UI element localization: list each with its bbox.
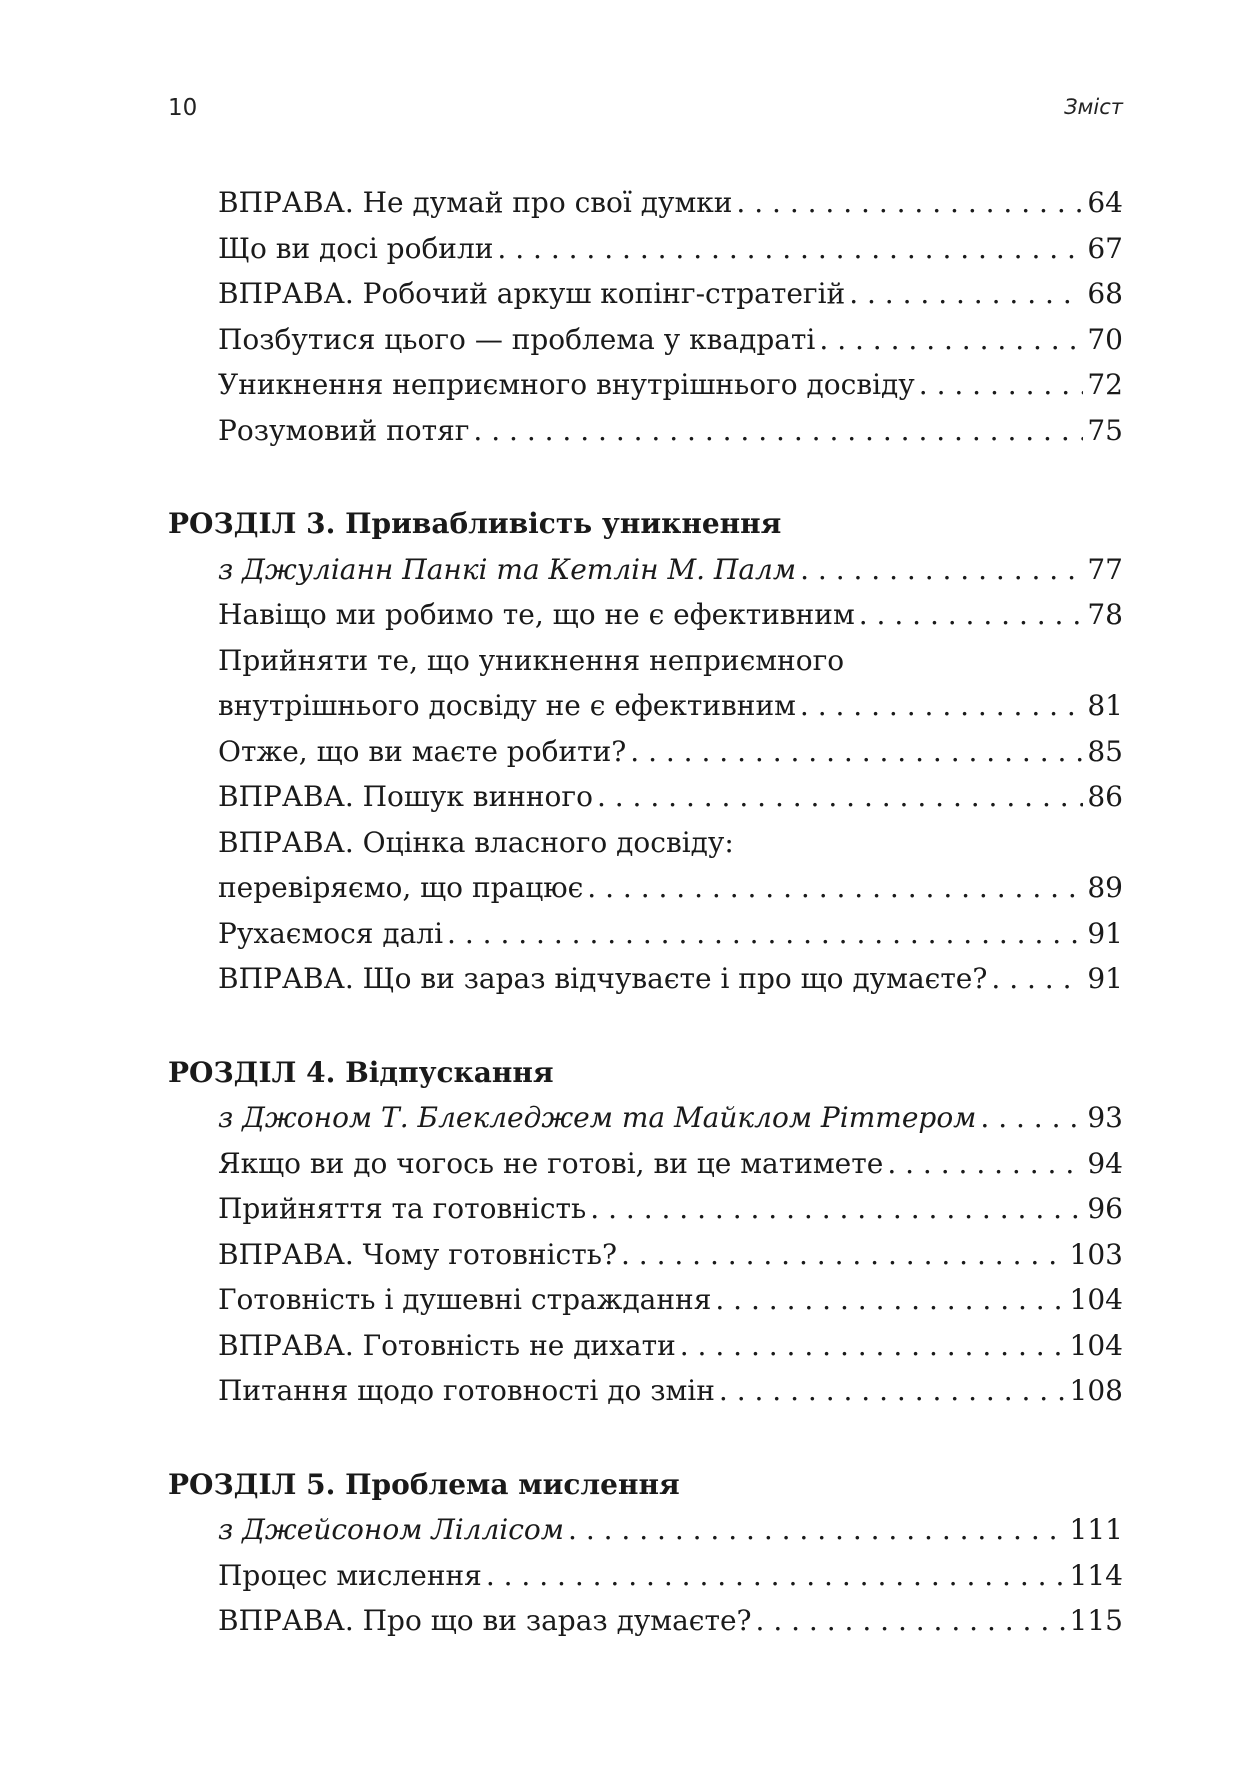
chapter-heading: РОЗДІЛ 4. Відпускання	[168, 1055, 554, 1089]
toc-entry-page: 91	[1087, 962, 1123, 995]
toc-entry	[168, 1232, 1123, 1278]
toc-entry-title: Питання щодо готовності до змін	[218, 1374, 715, 1407]
toc-byline	[168, 1095, 1123, 1141]
toc-entry-title: ВПРАВА. Не думай про свої думки	[218, 186, 733, 219]
toc-entry-line: Прийняти те, що уникнення неприємного	[218, 643, 845, 677]
dot-leader	[719, 1368, 1066, 1414]
dot-leader	[859, 592, 1084, 638]
toc-entry	[168, 1598, 1123, 1644]
chapter-heading: РОЗДІЛ 5. Проблема мислення	[168, 1467, 680, 1501]
toc-entry-page: 94	[1087, 1146, 1123, 1180]
toc-entry-page: 108	[1069, 1374, 1123, 1407]
toc-entry-page: 77	[1087, 552, 1123, 586]
dot-leader	[621, 1232, 1066, 1278]
toc-entry-page: 68	[1087, 277, 1123, 310]
toc-entry-page: 89	[1087, 871, 1123, 904]
dot-leader	[819, 317, 1083, 363]
toc-entry-page: 75	[1087, 413, 1123, 447]
toc-entry-title: ВПРАВА. Готовність не дихати	[218, 1328, 676, 1362]
dot-leader	[991, 956, 1083, 1002]
toc-entry-page: 85	[1087, 734, 1123, 768]
toc-entry-title: ВПРАВА. Робочий аркуш копінг-стратегій	[218, 277, 846, 310]
dot-leader	[447, 911, 1083, 957]
dot-leader	[715, 1277, 1065, 1323]
toc-entry-title: Процес мислення	[218, 1558, 482, 1592]
toc-entry	[168, 1368, 1123, 1414]
toc-entry	[168, 1323, 1123, 1369]
dot-leader	[849, 271, 1083, 317]
toc-entry	[168, 1186, 1123, 1232]
dot-leader	[587, 865, 1083, 911]
toc-entry	[168, 1141, 1123, 1187]
dot-leader	[800, 683, 1083, 729]
dot-leader	[887, 1141, 1083, 1187]
toc-entry-title: Що ви досі робили	[218, 231, 494, 265]
toc-entry-page: 115	[1069, 1604, 1123, 1637]
toc-entry-page: 91	[1087, 916, 1123, 950]
toc-entry-page: 64	[1087, 186, 1123, 219]
toc-entry-page: 96	[1087, 1192, 1123, 1225]
toc-entry-page: 103	[1069, 1237, 1123, 1271]
toc-byline-title: з Джейсоном Ліллісом	[218, 1513, 565, 1546]
dot-leader	[590, 1186, 1083, 1232]
toc-entry-title: перевіряємо, що працює	[218, 871, 584, 904]
toc-entry	[168, 956, 1123, 1002]
toc-byline	[168, 1507, 1123, 1553]
toc-entry-title: Отже, що ви маєте робити?	[218, 734, 627, 768]
chapter-heading: РОЗДІЛ 3. Привабливість уникнення	[168, 507, 782, 540]
dot-leader	[497, 226, 1083, 272]
dot-leader	[680, 1323, 1066, 1369]
dot-leader	[980, 1095, 1083, 1141]
toc-entry	[168, 408, 1123, 454]
table-of-contents	[168, 180, 1123, 1644]
toc-entry	[168, 592, 1123, 638]
toc-entry-line: ВПРАВА. Оцінка власного досвіду:	[218, 825, 734, 859]
toc-entry-title: ВПРАВА. Чому готовність?	[218, 1237, 617, 1271]
toc-entry-title: ВПРАВА. Про що ви зараз думаєте?	[218, 1604, 752, 1637]
toc-entry-page: 72	[1087, 368, 1123, 401]
toc-entry	[168, 180, 1123, 226]
toc-entry-page: 78	[1087, 598, 1123, 631]
toc-entry-title: Готовність і душевні страждання	[218, 1283, 712, 1316]
toc-entry-page: 104	[1069, 1328, 1123, 1362]
toc-entry-title: Прийняття та готовність	[218, 1192, 587, 1225]
dot-leader	[800, 547, 1083, 593]
toc-entry-title: Уникнення неприємного внутрішнього досвіду	[218, 368, 915, 401]
toc-entry-title: Позбутися цього — проблема у квадраті	[218, 322, 816, 356]
toc-entry-page: 81	[1087, 689, 1123, 722]
toc-entry-title: Якщо ви до чогось не готові, ви це матимете	[218, 1146, 884, 1180]
toc-entry-page: 67	[1087, 231, 1123, 265]
toc-entry	[168, 911, 1123, 957]
running-title: Зміст	[1064, 95, 1123, 119]
toc-entry-page: 93	[1087, 1101, 1123, 1134]
dot-leader	[597, 774, 1083, 820]
toc-entry	[168, 729, 1123, 775]
toc-entry	[168, 1277, 1123, 1323]
toc-entry	[168, 774, 1123, 820]
toc-byline-title: з Джуліанн Панкі та Кетлін М. Палм	[218, 552, 797, 586]
toc-entry	[168, 271, 1123, 317]
dot-leader	[473, 408, 1083, 454]
toc-entry-title: Навіщо ми робимо те, що не є ефективним	[218, 598, 855, 631]
toc-byline	[168, 547, 1123, 593]
toc-entry-page: 111	[1069, 1513, 1123, 1546]
toc-entry-page: 86	[1087, 780, 1123, 813]
toc-entry	[168, 226, 1123, 272]
dot-leader	[568, 1507, 1066, 1553]
toc-entry	[168, 362, 1123, 408]
toc-entry-title: ВПРАВА. Що ви зараз відчуваєте і про що думаєте?	[218, 962, 988, 995]
toc-entry-title: внутрішнього досвіду не є ефективним	[218, 689, 796, 722]
toc-entry-title: Розумовий потяг	[218, 413, 470, 447]
dot-leader	[919, 362, 1084, 408]
toc-entry-page: 114	[1069, 1558, 1123, 1592]
page-number: 10	[168, 95, 198, 121]
dot-leader	[756, 1598, 1066, 1644]
toc-entry	[168, 865, 1123, 911]
toc-entry-title: Рухаємося далі	[218, 916, 444, 950]
dot-leader	[630, 729, 1083, 775]
toc-entry-title: ВПРАВА. Пошук винного	[218, 780, 593, 813]
toc-entry	[168, 317, 1123, 363]
dot-leader	[486, 1553, 1066, 1599]
page-header	[168, 95, 1123, 135]
toc-entry	[168, 1553, 1123, 1599]
toc-entry-page: 104	[1069, 1283, 1123, 1316]
toc-byline-title: з Джоном Т. Блекледжем та Майклом Ріттером	[218, 1101, 977, 1134]
dot-leader	[736, 180, 1083, 226]
toc-entry-page: 70	[1087, 322, 1123, 356]
toc-entry	[168, 683, 1123, 729]
